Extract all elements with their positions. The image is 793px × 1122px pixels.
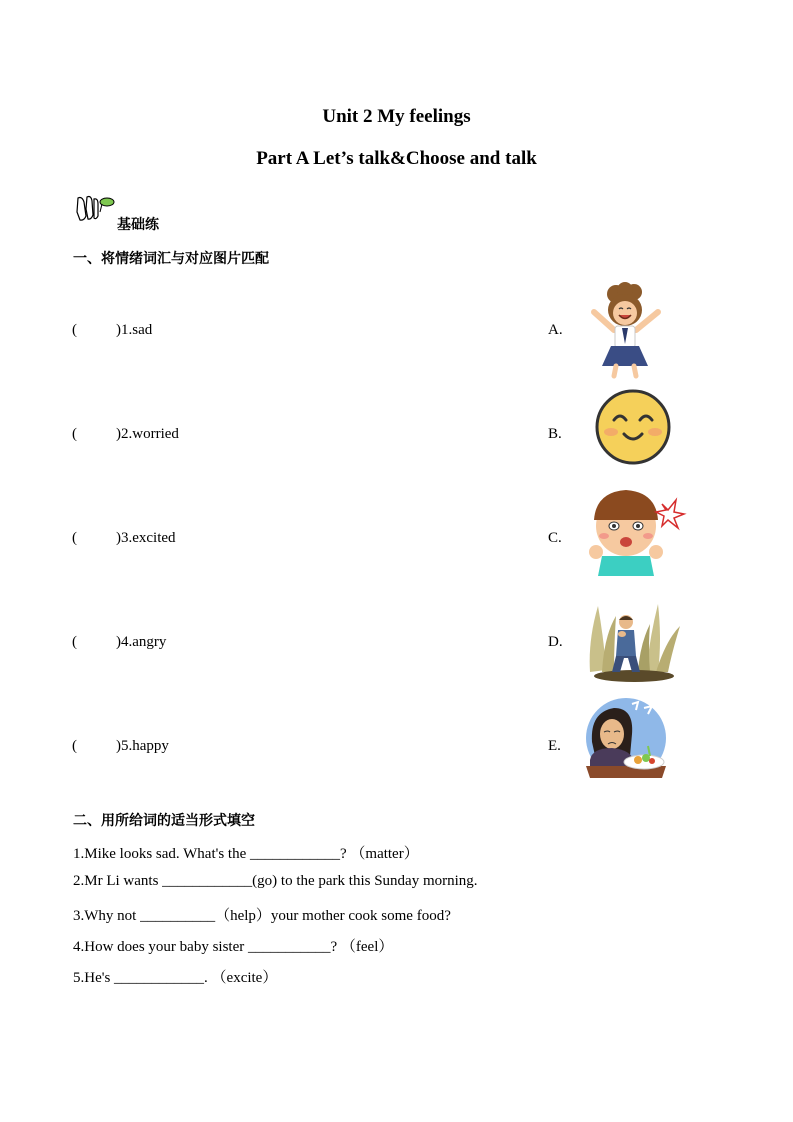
basic-practice-label: 基础练 — [117, 217, 159, 233]
match-row — [0, 322, 793, 346]
match-word: )5.happy — [116, 738, 169, 754]
fill-blank-sentence: 4.How does your baby sister ___________? （feel） — [73, 939, 394, 955]
match-word: )4.angry — [116, 634, 167, 650]
basic-practice-header — [74, 194, 194, 233]
section1-heading: 一、将情绪词汇与对应图片匹配 — [73, 251, 269, 267]
match-word: )2.worried — [116, 426, 179, 442]
page-title: Unit 2 My feelings — [322, 106, 471, 127]
match-word: )3.excited — [116, 530, 176, 546]
match-row — [0, 738, 793, 762]
answer-blank[interactable]: ( — [72, 426, 77, 442]
cartoon-rabbit-icon — [74, 194, 116, 224]
fill-blank-sentence: 3.Why not __________（help）your mother cook some food? — [73, 908, 451, 924]
option-letter: E. — [548, 738, 561, 754]
sad-woman-with-food-illustration — [582, 694, 668, 782]
fill-blank-sentence: 2.Mr Li wants ____________(go) to the park this Sunday morning. — [73, 873, 478, 889]
jumping-excited-girl-illustration — [586, 282, 668, 380]
option-letter: A. — [548, 322, 563, 338]
section2-heading: 二、用所给词的适当形式填空 — [73, 813, 255, 829]
answer-blank[interactable]: ( — [72, 634, 77, 650]
fill-blank-sentence: 5.He's ____________. （excite） — [73, 970, 278, 986]
match-row — [0, 426, 793, 450]
option-letter: C. — [548, 530, 562, 546]
fill-blank-sentence: 1.Mike looks sad. What's the ____________? （matter） — [73, 846, 419, 862]
answer-blank[interactable]: ( — [72, 738, 77, 754]
answer-blank[interactable]: ( — [72, 322, 77, 338]
smiling-face-emoji — [594, 388, 672, 466]
page-subtitle: Part A Let’s talk&Choose and talk — [256, 148, 537, 169]
match-word: )1.sad — [116, 322, 153, 338]
worried-man-in-bushes-illustration — [584, 600, 684, 682]
option-letter: B. — [548, 426, 562, 442]
option-letter: D. — [548, 634, 563, 650]
answer-blank[interactable]: ( — [72, 530, 77, 546]
angry-boy-illustration — [588, 486, 688, 578]
